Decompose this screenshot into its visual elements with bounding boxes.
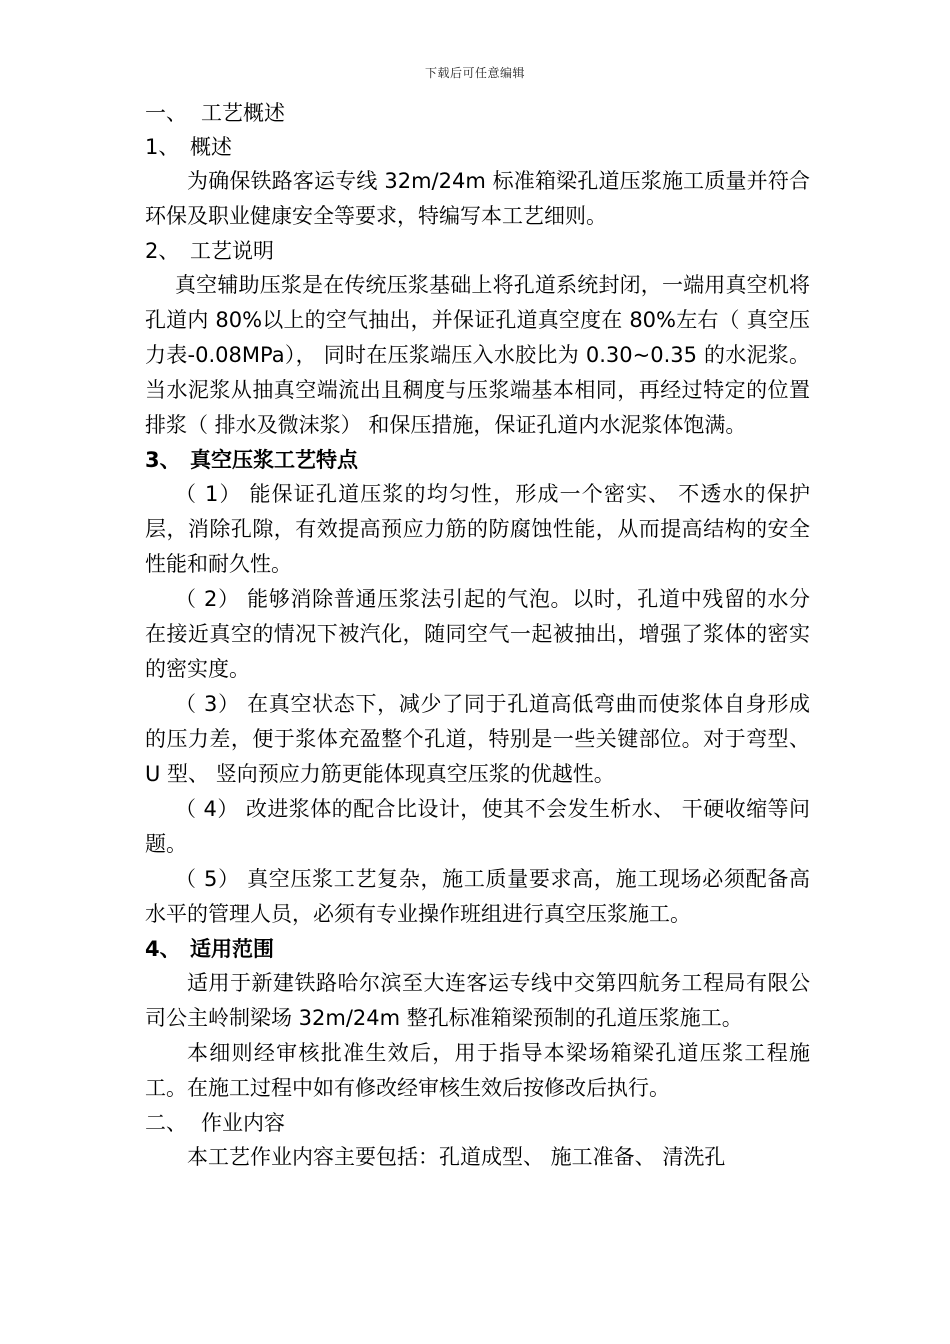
section-heading [145,96,810,130]
section-number: 一、 [145,101,187,125]
paragraph: 真空辅助压浆是在传统压浆基础上将孔道系统封闭，一端用真空机将孔道内 80%以上的空气抽出，并保证孔道真空度在 80%左右（ 真空压力表-0.08MPa）， 同时在压浆端压入水胶比为 0.30~0.35 的水泥浆。当水泥浆从抽真空端流出且稠度与压浆端基本相同，再经过特定的位置排浆（ 排水及微沫浆） 和保压措施，保证孔道内水泥浆体饱满。 [145,273,810,437]
paragraph: 适用于新建铁路哈尔滨至大连客运专线中交第四航务工程局有限公司公主岭制梁场 32m/24m 整孔标准箱梁预制的孔道压浆施工。 [145,971,810,1030]
subsection-heading [145,932,810,966]
subsection-heading [145,443,810,477]
paragraph: 为确保铁路客运专线 32m/24m 标准箱梁孔道压浆施工质量并符合环保及职业健康安全等要求，特编写本工艺细则。 [145,169,810,228]
subsection-number: 1、 [145,135,180,159]
list-paragraph: （ 2） 能够消除普通压浆法引起的气泡。以时，孔道中残留的水分在接近真空的情况下被汽化，随同空气一起被抽出，增强了浆体的密实的密实度。 [145,587,810,681]
subsection-heading [145,130,810,164]
subsection-number: 2、 [145,239,180,263]
subsection-number: 3、 [145,448,181,472]
paragraph: 本工艺作业内容主要包括：孔道成型、 施工准备、 清洗孔 [187,1145,726,1169]
section-title: 作业内容 [201,1111,285,1135]
section-title: 工艺概述 [201,101,285,125]
subsection-title: 工艺说明 [190,239,274,263]
document-body [145,96,810,1175]
subsection-title: 真空压浆工艺特点 [190,448,358,472]
page-header: 下载后可任意编辑 [424,66,525,80]
subsection-number: 4、 [145,937,181,961]
list-paragraph: （ 1） 能保证孔道压浆的均匀性，形成一个密实、 不透水的保护层，消除孔隙，有效提高预应力筋的防腐蚀性能，从而提高结构的安全性能和耐久性。 [145,482,810,576]
list-paragraph: （ 4） 改进浆体的配合比设计，使其不会发生析水、 干硬收缩等问题。 [145,797,810,856]
list-paragraph: （ 3） 在真空状态下，减少了同于孔道高低弯曲而使浆体自身形成的压力差，便于浆体充盈整个孔道，特别是一些关键部位。对于弯型、 U 型、 竖向预应力筋更能体现真空压浆的优越性。 [145,692,810,786]
section-heading [145,1106,810,1140]
subsection-title: 适用范围 [190,937,274,961]
subsection-heading [145,234,810,268]
paragraph: 本细则经审核批准生效后，用于指导本梁场箱梁孔道压浆工程施工。在施工过程中如有修改经审核生效后按修改后执行。 [145,1041,810,1100]
list-paragraph: （ 5） 真空压浆工艺复杂，施工质量要求高，施工现场必须配备高水平的管理人员，必须有专业操作班组进行真空压浆施工。 [145,867,810,926]
subsection-title: 概述 [190,135,232,159]
section-number: 二、 [145,1111,187,1135]
